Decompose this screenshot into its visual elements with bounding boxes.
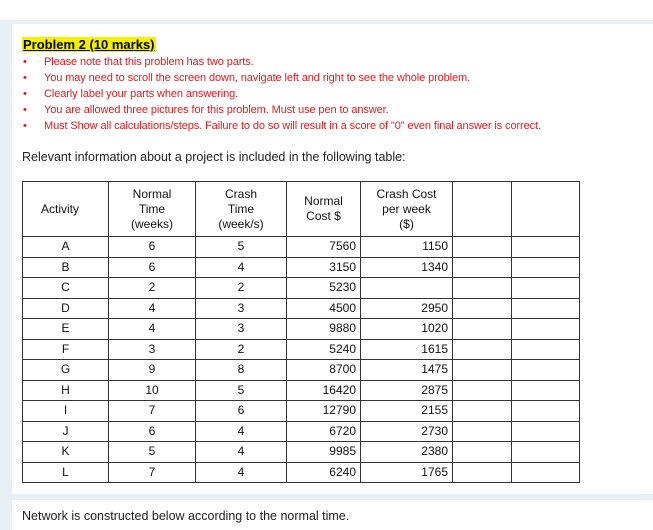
table-row [23,339,580,360]
cell-crash-cost: 1150 [361,237,453,258]
cell-empty [453,319,512,340]
cell-empty [512,462,580,483]
cell-crash-time: 4 [196,257,287,278]
cell-normal-time: 6 [109,421,196,442]
cell-normal-cost: 8700 [287,360,361,381]
cell-activity: H [23,380,109,401]
cell-normal-time: 7 [109,462,196,483]
table-row [23,380,580,401]
table-row [23,401,580,422]
cell-crash-cost: 1475 [361,360,453,381]
cell-normal-cost: 6720 [287,421,361,442]
bullet-icon: • [23,104,27,116]
cell-normal-time: 6 [109,237,196,258]
cell-crash-cost: 1020 [361,319,453,340]
cell-empty [453,462,512,483]
cell-empty [512,380,580,401]
table-row [23,442,580,463]
cell-normal-time: 4 [109,298,196,319]
cell-normal-cost: 16420 [287,380,361,401]
cell-empty [453,360,512,381]
header-normal-cost: Normal Cost $ [287,182,361,237]
bullet-icon: • [23,120,27,132]
cell-normal-time: 10 [109,380,196,401]
problem-title: Problem 2 (10 marks) [23,37,155,52]
header-crash-cost: Crash Cost per week ($) [361,182,453,237]
cell-empty [512,319,580,340]
table-row [23,421,580,442]
cell-crash-time: 6 [196,401,287,422]
table-row [23,319,580,340]
cell-normal-time: 3 [109,339,196,360]
cell-empty [453,380,512,401]
cell-empty [453,257,512,278]
instruction-item: • Please note that this problem has two parts. [23,56,254,68]
cell-crash-time: 5 [196,237,287,258]
cell-crash-cost: 2950 [361,298,453,319]
instruction-item: • Clearly label your parts when answering. [23,88,239,100]
table-row [23,298,580,319]
cell-empty [512,442,580,463]
cell-crash-cost: 1765 [361,462,453,483]
cell-crash-cost: 1615 [361,339,453,360]
cell-activity: E [23,319,109,340]
cell-normal-cost: 7560 [287,237,361,258]
instructions-list [22,54,653,134]
instruction-item: • Must Show all calculations/steps. Failure to do so will result in a score of "0" even final answer is correct. [23,120,541,132]
cell-normal-time: 7 [109,401,196,422]
cell-normal-cost: 5240 [287,339,361,360]
header-crash-time: Crash Time (week/s) [196,182,287,237]
cell-crash-time: 5 [196,380,287,401]
cell-normal-time: 5 [109,442,196,463]
cell-normal-cost: 6240 [287,462,361,483]
cell-crash-time: 2 [196,278,287,299]
cell-activity: I [23,401,109,422]
cell-empty [453,339,512,360]
cell-activity: D [23,298,109,319]
table-row [23,237,580,258]
header-activity: Activity [23,182,109,237]
header-empty [453,182,512,237]
cell-crash-time: 8 [196,360,287,381]
cell-empty [512,421,580,442]
bullet-icon: • [23,88,27,100]
cell-normal-time: 6 [109,257,196,278]
cell-empty [512,401,580,422]
cell-activity: C [23,278,109,299]
cell-activity: F [23,339,109,360]
cell-empty [453,421,512,442]
cell-activity: A [23,237,109,258]
cell-empty [512,360,580,381]
cell-normal-cost: 5230 [287,278,361,299]
cell-crash-time: 4 [196,462,287,483]
cell-empty [453,298,512,319]
cell-crash-time: 2 [196,339,287,360]
top-strip [0,0,653,20]
bullet-icon: • [23,72,27,84]
cell-crash-cost: 2730 [361,421,453,442]
cell-empty [512,237,580,258]
cell-empty [512,339,580,360]
cell-activity: L [23,462,109,483]
cell-normal-cost: 4500 [287,298,361,319]
cell-crash-time: 3 [196,319,287,340]
cell-empty [512,257,580,278]
cell-normal-cost: 9880 [287,319,361,340]
cell-activity: G [23,360,109,381]
cell-empty [453,237,512,258]
cell-empty [453,401,512,422]
cell-crash-time: 3 [196,298,287,319]
cell-crash-cost: 2875 [361,380,453,401]
header-normal-time: Normal Time (weeks) [109,182,196,237]
cell-normal-time: 2 [109,278,196,299]
table-header-row [23,182,580,237]
cell-crash-time: 4 [196,421,287,442]
table-row [23,462,580,483]
bullet-icon: • [23,56,27,68]
cell-crash-cost [361,278,453,299]
cell-crash-time: 4 [196,442,287,463]
cell-empty [512,298,580,319]
header-empty [512,182,580,237]
table-row [23,278,580,299]
intro-text: Relevant information about a project is included in the following table: [22,150,406,164]
instruction-item: • You are allowed three pictures for this problem. Must use pen to answer. [23,104,389,116]
cell-normal-cost: 12790 [287,401,361,422]
cell-normal-time: 4 [109,319,196,340]
cell-crash-cost: 2155 [361,401,453,422]
cell-normal-cost: 3150 [287,257,361,278]
cell-activity: J [23,421,109,442]
cell-activity: B [23,257,109,278]
cell-empty [453,278,512,299]
table-row [23,257,580,278]
cell-empty [453,442,512,463]
cell-normal-cost: 9985 [287,442,361,463]
project-table [22,181,580,483]
cell-crash-cost: 1340 [361,257,453,278]
table-row [23,360,580,381]
cell-normal-time: 9 [109,360,196,381]
cell-crash-cost: 2380 [361,442,453,463]
footer-text: Network is constructed below according to the normal time. [22,509,350,523]
instruction-item: • You may need to scroll the screen down, navigate left and right to see the whole problem. [23,72,471,84]
cell-empty [512,278,580,299]
cell-activity: K [23,442,109,463]
